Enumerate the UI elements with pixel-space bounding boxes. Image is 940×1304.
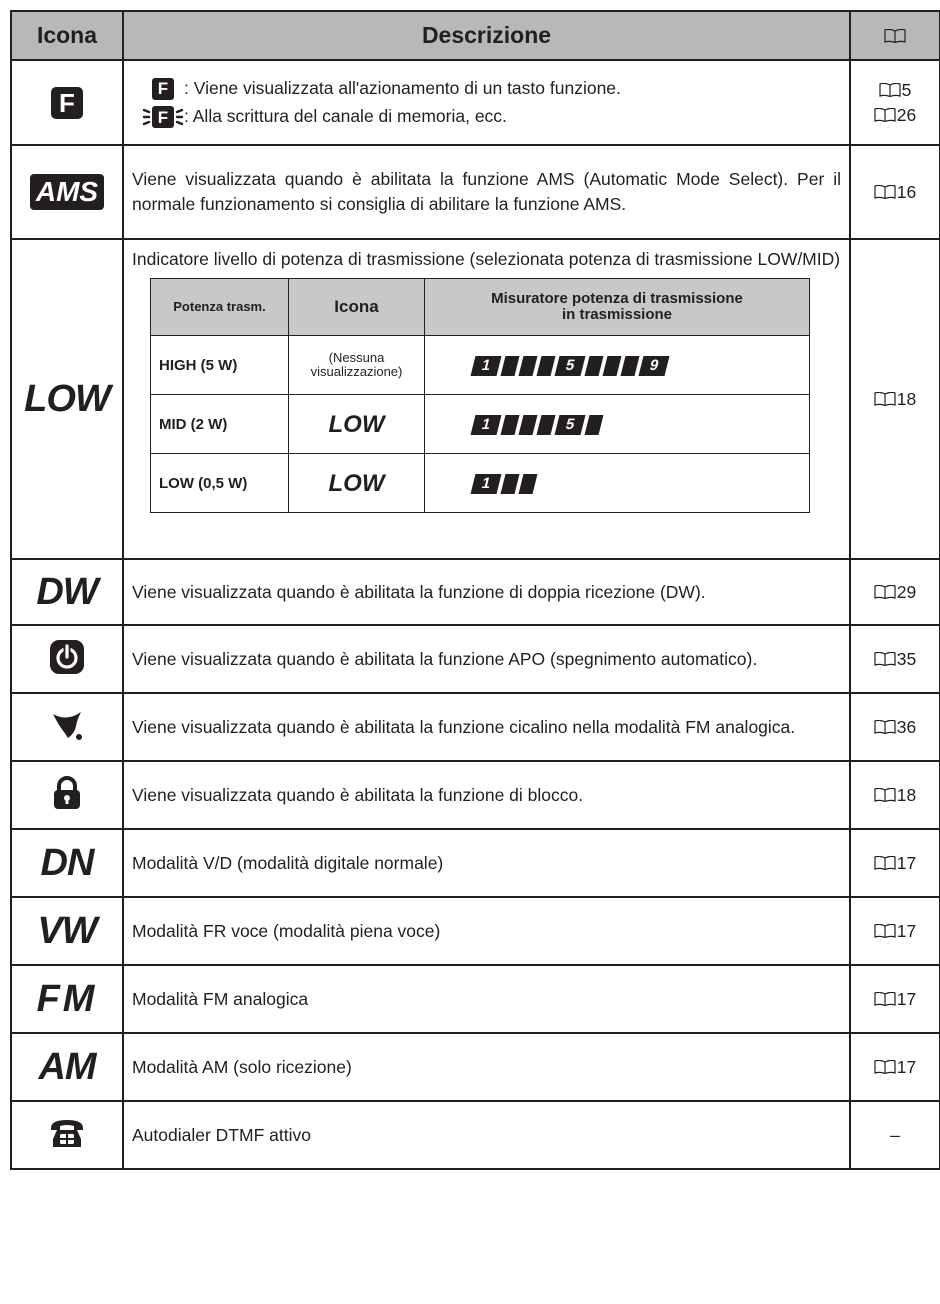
header-ref — [850, 11, 940, 60]
dw-description: Viene visualizzata quando è abilitata la funzione di doppia ricezione (DW). — [123, 559, 850, 625]
am-icon: AM — [38, 1045, 96, 1088]
page-ref: 17 — [896, 988, 917, 1009]
book-icon — [874, 924, 896, 938]
page-ref: 17 — [896, 1056, 917, 1077]
page-ref: 5 — [901, 79, 912, 100]
meter-segment — [537, 415, 556, 435]
meter-segment — [519, 356, 538, 376]
low-small-icon: LOW — [289, 395, 425, 454]
book-icon — [879, 83, 901, 97]
f-line-2: : Alla scrittura del canale di memoria, ecc. — [184, 106, 507, 126]
meter-segment — [501, 474, 520, 494]
page-ref: – — [850, 1101, 940, 1169]
book-icon — [874, 992, 896, 1006]
row-f — [11, 60, 940, 145]
book-icon — [874, 392, 896, 406]
meter-segment-label: 1 — [471, 356, 502, 376]
book-icon — [874, 856, 896, 870]
dn-icon: DN — [40, 841, 94, 884]
ams-icon: AMS — [30, 174, 104, 210]
vw-icon: VW — [37, 909, 97, 952]
row-low — [11, 239, 940, 559]
row-vw — [11, 897, 940, 965]
low-description: Indicatore livello di potenza di trasmissione (selezionata potenza di trasmissione LOW/MID) — [132, 249, 841, 269]
meter-segment — [501, 415, 520, 435]
page-ref: 29 — [896, 581, 917, 602]
power-level: HIGH (5 W) — [151, 336, 289, 395]
page-ref: 36 — [896, 716, 917, 737]
meter-segment — [585, 415, 604, 435]
meter-segment-label: 9 — [639, 356, 670, 376]
tx-meter-low — [425, 454, 810, 513]
book-icon — [874, 108, 896, 122]
book-icon — [874, 652, 896, 666]
apo-description: Viene visualizzata quando è abilitata la funzione APO (spegnimento automatico). — [123, 625, 850, 693]
meter-segment-label: 5 — [555, 356, 586, 376]
meter-segment — [519, 415, 538, 435]
function-key-small-icon: F — [152, 78, 174, 100]
power-table-header — [151, 279, 810, 336]
vw-description: Modalità FR voce (modalità piena voce) — [123, 897, 850, 965]
am-description: Modalità AM (solo ricezione) — [123, 1033, 850, 1101]
book-icon — [874, 185, 896, 199]
function-key-blinking-icon — [142, 105, 184, 129]
row-ams — [11, 145, 940, 239]
ams-description: Viene visualizzata quando è abilitata la funzione AMS (Automatic Mode Select). Per il normale funzionamento si consiglia di abilitare la funzione AMS. — [123, 145, 850, 239]
power-level: MID (2 W) — [151, 395, 289, 454]
phone-icon — [49, 1117, 85, 1149]
power-row-high — [151, 336, 810, 395]
dn-description: Modalità V/D (modalità digitale normale) — [123, 829, 850, 897]
page-ref: 35 — [896, 648, 917, 669]
power-level: LOW (0,5 W) — [151, 454, 289, 513]
book-icon — [874, 1060, 896, 1074]
lock-icon — [52, 776, 82, 810]
book-icon — [874, 788, 896, 802]
row-dtmf — [11, 1101, 940, 1169]
row-dw — [11, 559, 940, 625]
function-key-icon: F — [51, 87, 83, 119]
power-table — [150, 278, 810, 513]
row-fm — [11, 965, 940, 1033]
low-small-icon: LOW — [289, 454, 425, 513]
svg-text:F: F — [157, 107, 169, 127]
power-row-low — [151, 454, 810, 513]
no-display-1: (Nessuna — [328, 350, 385, 365]
fm-icon: FM — [36, 977, 98, 1020]
meter-header-2: in trasmissione — [561, 306, 673, 323]
dtmf-description: Autodialer DTMF attivo — [123, 1101, 850, 1169]
page-ref: 16 — [896, 181, 917, 202]
tx-meter-mid — [425, 395, 810, 454]
meter-segment-label: 1 — [471, 474, 502, 494]
meter-segment-label: 1 — [471, 415, 502, 435]
no-display-2: visualizzazione) — [310, 364, 403, 379]
dw-icon: DW — [36, 570, 98, 613]
meter-segment — [621, 356, 640, 376]
page-ref: 17 — [896, 852, 917, 873]
row-lock — [11, 761, 940, 829]
row-dn — [11, 829, 940, 897]
meter-header-1: Misuratore potenza di trasmissione — [491, 290, 743, 307]
power-row-mid — [151, 395, 810, 454]
low-icon: LOW — [24, 377, 110, 420]
page-ref: 26 — [896, 104, 917, 125]
page-ref: 17 — [896, 920, 917, 941]
header-description: Descrizione — [123, 11, 850, 60]
row-apo — [11, 625, 940, 693]
page-ref: 18 — [896, 784, 917, 805]
lock-description: Viene visualizzata quando è abilitata la funzione di blocco. — [123, 761, 850, 829]
meter-segment — [501, 356, 520, 376]
book-icon — [874, 585, 896, 599]
meter-segment — [603, 356, 622, 376]
book-icon — [874, 720, 896, 734]
meter-segment-label: 5 — [555, 415, 586, 435]
icon-header: Icona — [289, 279, 425, 336]
meter-segment — [519, 474, 538, 494]
header-row — [11, 11, 940, 60]
power-header: Potenza trasm. — [151, 279, 289, 336]
meter-segment — [537, 356, 556, 376]
meter-segment — [585, 356, 604, 376]
tx-meter-high — [425, 336, 810, 395]
bell-description: Viene visualizzata quando è abilitata la funzione cicalino nella modalità FM analogica. — [123, 693, 850, 761]
fm-description: Modalità FM analogica — [123, 965, 850, 1033]
bell-icon — [50, 710, 84, 740]
book-icon — [884, 29, 906, 43]
page-ref: 18 — [896, 388, 917, 409]
row-am — [11, 1033, 940, 1101]
row-bell — [11, 693, 940, 761]
header-icon: Icona — [11, 11, 123, 60]
power-icon — [49, 639, 85, 675]
icon-table — [10, 10, 940, 1170]
f-line-1: : Viene visualizzata all'azionamento di un tasto funzione. — [184, 78, 621, 98]
